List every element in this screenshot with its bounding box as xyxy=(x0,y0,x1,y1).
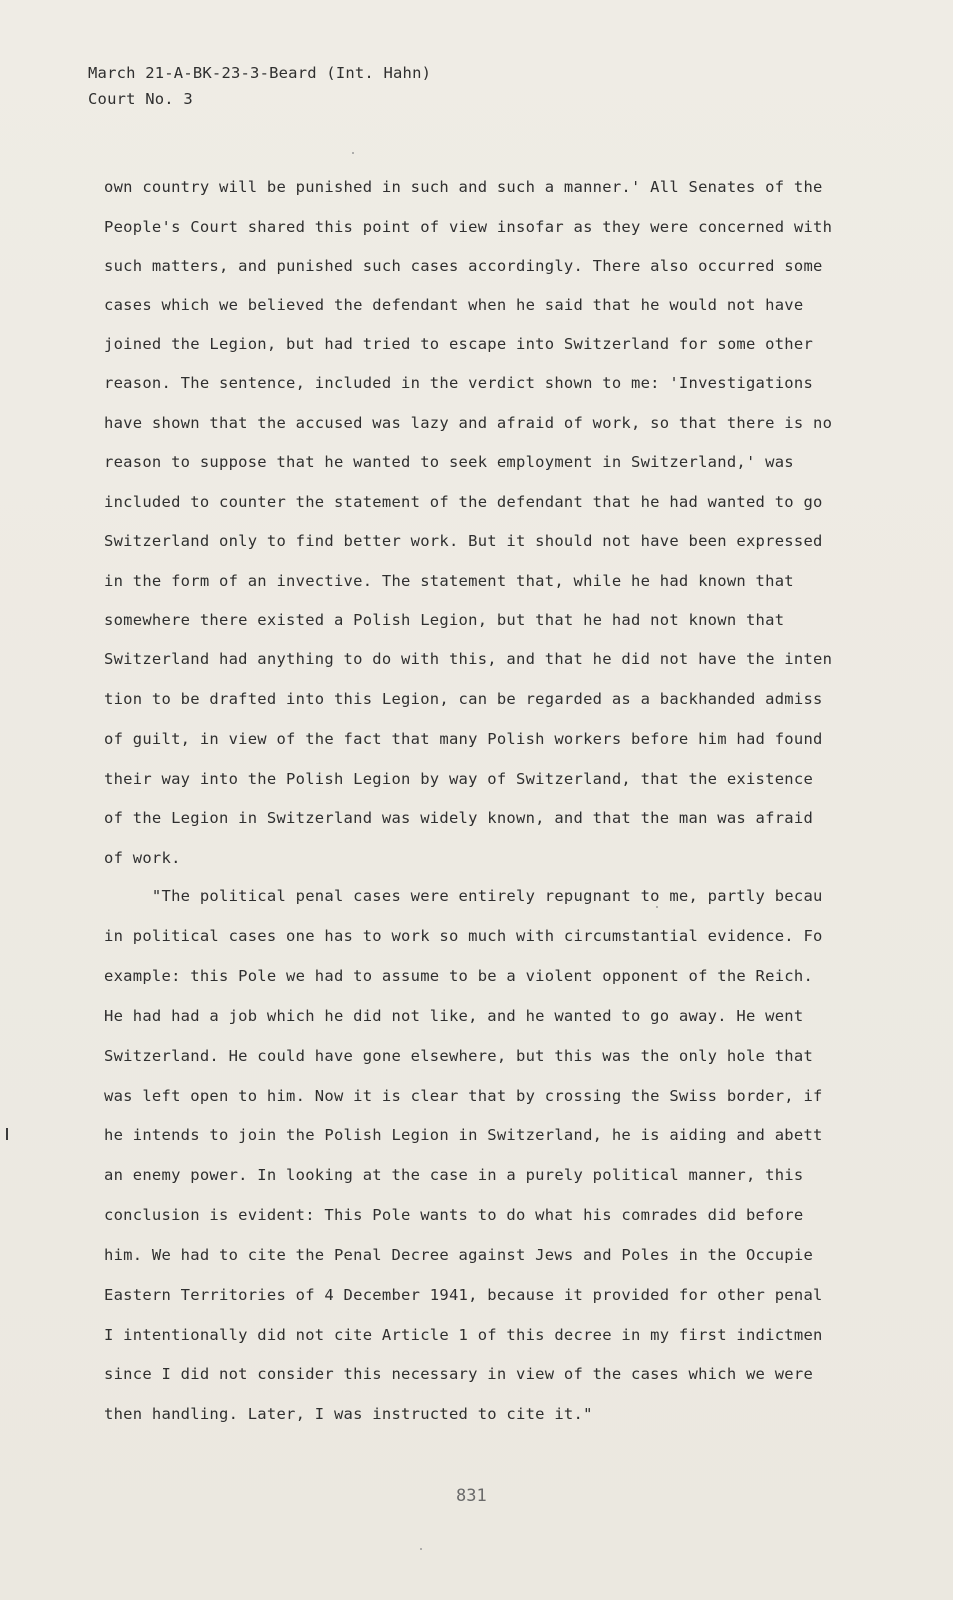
body-line: reason to suppose that he wanted to seek employment in Switzerland,' was xyxy=(104,453,794,471)
header-line-2: Court No. 3 xyxy=(88,90,193,108)
body-line: he intends to join the Polish Legion in Switzerland, he is aiding and abett xyxy=(104,1126,823,1144)
body-line: of work. xyxy=(104,849,181,867)
body-line: of the Legion in Switzerland was widely known, and that the man was afraid xyxy=(104,809,814,827)
edge-mark xyxy=(6,1128,8,1140)
body-line: then handling. Later, I was instructed to cite it." xyxy=(104,1405,593,1423)
body-line: I intentionally did not cite Article 1 of this decree in my first indictmen xyxy=(104,1326,823,1344)
body-line: in political cases one has to work so much with circumstantial evidence. Fo xyxy=(104,927,823,945)
body-line: their way into the Polish Legion by way of Switzerland, that the existence xyxy=(104,770,814,788)
body-line: included to counter the statement of the defendant that he had wanted to go xyxy=(104,493,823,511)
body-line: He had had a job which he did not like, and he wanted to go away. He went xyxy=(104,1007,804,1025)
body-line: example: this Pole we had to assume to be a violent opponent of the Reich. xyxy=(104,967,814,985)
body-line: was left open to him. Now it is clear that by crossing the Swiss border, if xyxy=(104,1087,823,1105)
paper-speck xyxy=(420,1548,422,1550)
body-line: Switzerland. He could have gone elsewhere, but this was the only hole that xyxy=(104,1047,814,1065)
body-line: joined the Legion, but had tried to escape into Switzerland for some other xyxy=(104,335,814,353)
body-line: such matters, and punished such cases accordingly. There also occurred some xyxy=(104,257,823,275)
body-line: somewhere there existed a Polish Legion, but that he had not known that xyxy=(104,611,785,629)
body-line: an enemy power. In looking at the case in a purely political manner, this xyxy=(104,1166,804,1184)
page-number: 831 xyxy=(456,1486,487,1506)
paper-speck xyxy=(656,906,658,908)
body-line: in the form of an invective. The statement that, while he had known that xyxy=(104,572,794,590)
paper-speck xyxy=(352,152,354,154)
body-line: Eastern Territories of 4 December 1941, because it provided for other penal xyxy=(104,1286,823,1304)
body-line: "The political penal cases were entirely repugnant to me, partly becau xyxy=(104,887,823,905)
body-line: reason. The sentence, included in the verdict shown to me: 'Investigations xyxy=(104,374,814,392)
body-line: Switzerland only to find better work. But it should not have been expressed xyxy=(104,532,823,550)
body-line: him. We had to cite the Penal Decree against Jews and Poles in the Occupie xyxy=(104,1246,814,1264)
body-line: have shown that the accused was lazy and afraid of work, so that there is no xyxy=(104,414,833,432)
body-line: Switzerland had anything to do with this, and that he did not have the inten xyxy=(104,650,833,668)
body-line: since I did not consider this necessary in view of the cases which we were xyxy=(104,1365,814,1383)
body-line: People's Court shared this point of view insofar as they were concerned with xyxy=(104,218,833,236)
body-line: tion to be drafted into this Legion, can be regarded as a backhanded admiss xyxy=(104,690,823,708)
header-line-1: March 21-A-BK-23-3-Beard (Int. Hahn) xyxy=(88,64,432,82)
body-line: conclusion is evident: This Pole wants to do what his comrades did before xyxy=(104,1206,804,1224)
body-line: cases which we believed the defendant when he said that he would not have xyxy=(104,296,804,314)
body-line: of guilt, in view of the fact that many Polish workers before him had found xyxy=(104,730,823,748)
body-line: own country will be punished in such and such a manner.' All Senates of the xyxy=(104,178,823,196)
document-header xyxy=(88,60,431,112)
